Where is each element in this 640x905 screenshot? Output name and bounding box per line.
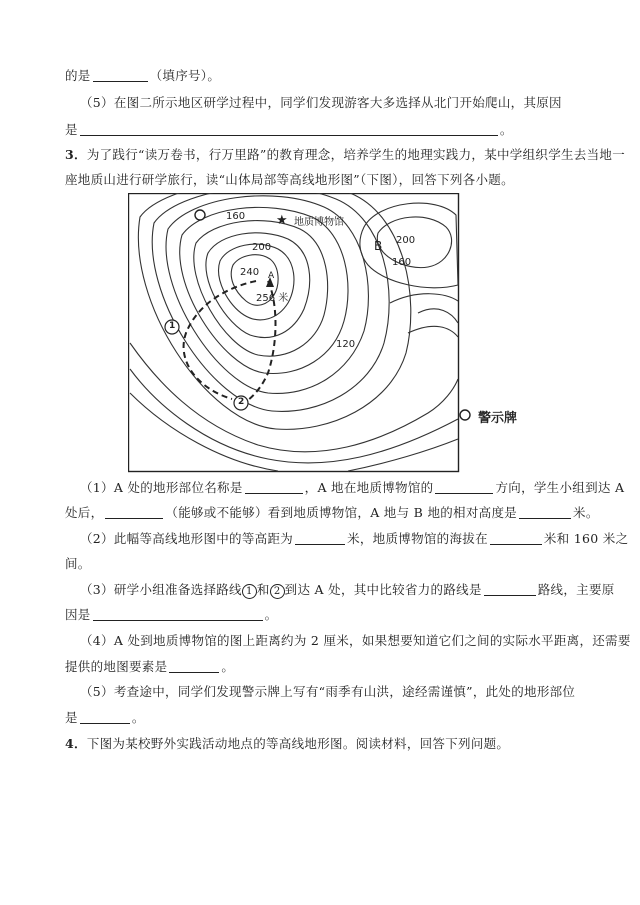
route-1-path [184, 281, 256, 399]
q3-sub2-line2: 间。 [65, 556, 91, 571]
q2-sub5: （5）在图二所示地区研学过程中，同学们发现游客大多选择从北门开始爬山，其原因 [80, 95, 562, 110]
q3-sub1-text-b: ，A 地在地质博物馆的 [304, 480, 434, 495]
contour-label-200: 200 [252, 242, 272, 253]
q3-sub3-text-c: 路线，主要原 [537, 582, 615, 597]
answer-blank[interactable] [295, 532, 345, 545]
answer-blank[interactable] [93, 69, 148, 82]
point-a-label: A [268, 271, 275, 281]
q3-sub4-text-c: 。 [221, 659, 235, 674]
contour-map [128, 193, 528, 473]
contour-map-svg [128, 193, 528, 473]
q3-sub5-line1: （5）考查途中，同学们发现警示牌上写有“雨季有山洪，途经需谨慎”，此处的地形部位 [80, 684, 576, 699]
q3-sub3-text-d: 因是 [65, 607, 91, 622]
warning-sign-label: 警示牌 [478, 411, 518, 426]
q4-intro [65, 734, 509, 752]
museum-label: 地质博物馆 [294, 217, 344, 228]
answer-blank[interactable] [435, 481, 493, 494]
answer-blank[interactable] [245, 481, 303, 494]
answer-blank[interactable] [105, 506, 163, 519]
q3-sub3-line2 [65, 605, 277, 623]
contour-label-160: 160 [226, 211, 246, 222]
answer-blank[interactable] [490, 532, 542, 545]
q3-sub4-text-b: 提供的地图要素是 [65, 659, 168, 674]
q3-number: 3． [65, 147, 87, 162]
q3-sub1-text-e: （能够或不能够）看到地质博物馆，A 地与 B 地的相对高度是 [165, 505, 518, 520]
answer-blank[interactable] [93, 608, 263, 621]
q3-sub1-line2 [65, 503, 599, 521]
q3-sub3-line1 [80, 580, 615, 599]
q3-sub3-and: 和 [256, 582, 270, 597]
answer-blank[interactable] [484, 583, 536, 596]
contour-label-200-right: 200 [396, 235, 416, 246]
q3-sub5-line2 [65, 708, 145, 726]
route-1-number: 1 [169, 321, 176, 331]
route-2-circle: 2 [270, 584, 285, 599]
start-point-marker [195, 210, 205, 220]
q3-sub1-text-d: 处后， [65, 505, 104, 520]
q3-sub1-line1 [80, 478, 624, 496]
museum-star-icon: ★ [276, 213, 288, 228]
answer-blank[interactable] [80, 123, 498, 136]
contour-label-240: 240 [240, 267, 260, 278]
q3-sub4-line1: （4）A 处到地质博物馆的图上距离约为 2 厘米，如果想要知道它们之间的实际水平距离，还需要 [80, 633, 631, 648]
q4-text: 下图为某校野外实践活动地点的等高线地形图。阅读材料，回答下列问题。 [86, 736, 510, 751]
answer-blank[interactable] [519, 506, 571, 519]
q3-sub5-text-b: 是 [65, 710, 78, 725]
q3-sub5-text-c: 。 [131, 710, 145, 725]
q3-sub2-text-a: （2）此幅等高线地形图中的等高距为 [80, 531, 294, 546]
sign-marker [460, 410, 470, 420]
route-2-number: 2 [238, 397, 245, 407]
q3-sub1-text-c: 方向，学生小组到达 A [495, 480, 625, 495]
q2-suffix: （填序号）。 [149, 68, 221, 83]
q3-sub1-text-f: 米。 [573, 505, 599, 520]
q3-sub1-text-a: （1）A 处的地形部位名称是 [80, 480, 243, 495]
q3-sub2-text-b: 米，地质博物馆的海拔在 [347, 531, 488, 546]
q2-sub5-suffix: 。 [499, 122, 513, 137]
q3-sub2-line1 [80, 529, 628, 547]
q3-sub3-text-a: （3）研学小组准备选择路线 [80, 582, 242, 597]
contour-label-120: 120 [336, 339, 356, 350]
point-b-label: B [374, 239, 383, 253]
q3-sub3-text-b: 到达 A 处，其中比较省力的路线是 [284, 582, 482, 597]
answer-blank[interactable] [80, 711, 130, 724]
q3-intro-line1 [65, 145, 625, 163]
route-1-circle: 1 [242, 584, 257, 599]
q3-sub3-text-e: 。 [264, 607, 278, 622]
q2-sub5-answer [65, 120, 513, 138]
q2-sub5-prefix: 是 [65, 122, 78, 137]
answer-blank[interactable] [169, 660, 219, 673]
peak-elevation-label: 256 米 [256, 293, 289, 304]
q3-sub2-text-c: 米和 160 米之 [543, 531, 629, 546]
q3-intro-line2: 座地质山进行研学旅行，读“山体局部等高线地形图”（下图），回答下列各小题。 [65, 172, 514, 187]
q3-sub4-line2 [65, 657, 234, 675]
q3-intro-text1: 为了践行“读万卷书，行万里路”的教育理念，培养学生的地理实践力，某中学组织学生去当地一 [86, 147, 625, 162]
q2-answer-line [65, 66, 220, 84]
q2-prefix: 的是 [65, 68, 91, 83]
q4-number: 4． [65, 736, 87, 751]
contour-label-160-right: 160 [392, 257, 412, 268]
